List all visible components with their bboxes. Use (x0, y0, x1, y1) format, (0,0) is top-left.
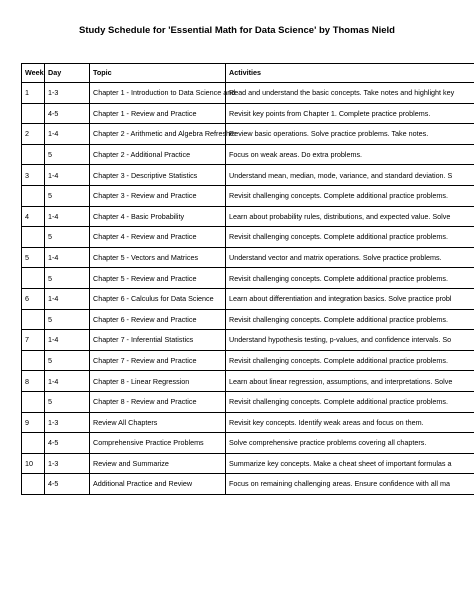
activity-cell (226, 206, 474, 227)
topic-cell-text: Chapter 1 - Introduction to Data Science and (93, 88, 236, 98)
topic-cell (90, 103, 226, 124)
topic-cell-text: Chapter 3 - Descriptive Statistics (93, 170, 198, 180)
week-cell (22, 144, 45, 165)
table-row (22, 247, 474, 268)
day-cell-text: 1-3 (48, 458, 59, 468)
table-row (22, 350, 474, 371)
activity-cell-text: Learn about differentiation and integration basics. Solve practice probl (229, 294, 452, 304)
week-cell (22, 247, 45, 268)
activity-cell-text: Learn about linear regression, assumptions, and interpretations. Solve (229, 376, 453, 386)
week-cell (22, 103, 45, 124)
activity-cell (226, 391, 474, 412)
activity-cell-text: Focus on weak areas. Do extra problems. (229, 149, 363, 159)
table-row (22, 103, 474, 124)
day-cell-text: 1-4 (48, 252, 59, 262)
topic-cell (90, 453, 226, 474)
table-row (22, 453, 474, 474)
day-cell (45, 453, 90, 474)
week-cell (22, 474, 45, 495)
week-cell (22, 227, 45, 248)
topic-cell (90, 227, 226, 248)
topic-cell (90, 83, 236, 104)
activity-cell (226, 227, 474, 248)
day-cell (45, 268, 90, 289)
day-cell (45, 433, 90, 454)
activity-cell-text: Revisit challenging concepts. Complete additional practice problems. (229, 397, 448, 407)
topic-cell (90, 474, 226, 495)
topic-cell (90, 391, 226, 412)
topic-cell-text: Additional Practice and Review (93, 479, 193, 489)
day-cell (45, 474, 90, 495)
day-cell-text: 4-5 (48, 438, 59, 448)
week-cell (22, 268, 45, 289)
activity-cell (226, 433, 474, 454)
activity-cell (226, 165, 474, 186)
activity-cell (226, 83, 474, 104)
activity-cell (226, 330, 474, 351)
day-cell (45, 350, 90, 371)
week-cell-text: 1 (25, 88, 29, 98)
activity-cell (226, 371, 474, 392)
day-cell-text: 1-3 (48, 88, 59, 98)
activity-cell-text: Understand hypothesis testing, p-values, and confidence intervals. So (229, 335, 452, 345)
week-cell-text: 6 (25, 294, 29, 304)
topic-cell-text: Chapter 8 - Linear Regression (93, 376, 190, 386)
day-cell-text: 5 (48, 191, 52, 201)
topic-cell-text: Chapter 1 - Review and Practice (93, 108, 197, 118)
topic-cell (90, 144, 226, 165)
week-cell-text: 4 (25, 211, 29, 221)
activity-cell-text: Review basic operations. Solve practice problems. Take notes. (229, 129, 429, 139)
table-row (22, 124, 474, 145)
day-cell (45, 124, 90, 145)
table-row (22, 391, 474, 412)
week-cell-text: 5 (25, 252, 29, 262)
day-cell-text: 4-5 (48, 108, 59, 118)
day-cell (45, 412, 90, 433)
day-cell (45, 288, 90, 309)
week-cell (22, 433, 45, 454)
activity-cell-text: Revisit key points from Chapter 1. Complete practice problems. (229, 108, 431, 118)
day-cell-text: 1-4 (48, 335, 59, 345)
table-row (22, 185, 474, 206)
topic-cell (90, 124, 237, 145)
column-header-day: Day (45, 64, 90, 83)
topic-cell-text: Chapter 6 - Review and Practice (93, 314, 197, 324)
activity-cell (226, 268, 474, 289)
table-row (22, 412, 474, 433)
table-row (22, 83, 474, 104)
topic-cell (90, 350, 226, 371)
activity-cell (226, 474, 474, 495)
column-header-week: Week (22, 64, 45, 83)
day-cell-text: 1-4 (48, 294, 59, 304)
table-row (22, 268, 474, 289)
activity-cell-text: Revisit challenging concepts. Complete additional practice problems. (229, 314, 448, 324)
week-cell (22, 185, 45, 206)
day-cell-text: 5 (48, 397, 52, 407)
day-cell-text: 5 (48, 314, 52, 324)
topic-cell-text: Chapter 8 - Review and Practice (93, 397, 197, 407)
activity-cell-text: Summarize key concepts. Make a cheat sheet of important formulas a (229, 458, 452, 468)
table-row (22, 165, 474, 186)
activity-cell-text: Revisit challenging concepts. Complete additional practice problems. (229, 273, 448, 283)
topic-cell-text: Chapter 4 - Basic Probability (93, 211, 185, 221)
week-cell (22, 206, 45, 227)
week-cell (22, 412, 45, 433)
week-cell (22, 309, 45, 330)
activity-cell-text: Read and understand the basic concepts. Take notes and highlight key (229, 88, 455, 98)
week-cell (22, 165, 45, 186)
week-cell (22, 453, 45, 474)
column-header-activities: Activities (226, 64, 474, 83)
day-cell (45, 330, 90, 351)
day-cell (45, 247, 90, 268)
table-row (22, 144, 474, 165)
topic-cell (90, 185, 226, 206)
day-cell (45, 371, 90, 392)
week-cell-text: 8 (25, 376, 29, 386)
column-header-topic: Topic (90, 64, 226, 83)
document-title: Study Schedule for 'Essential Math for Data Science' by Thomas Nield (79, 25, 395, 36)
day-cell (45, 185, 90, 206)
day-cell-text: 1-3 (48, 417, 59, 427)
day-cell-text: 5 (48, 273, 52, 283)
week-cell-text: 9 (25, 417, 29, 427)
table-row (22, 330, 474, 351)
week-cell-text: 7 (25, 335, 29, 345)
activity-cell (226, 247, 474, 268)
activity-cell-text: Focus on remaining challenging areas. Ensure confidence with all ma (229, 479, 450, 489)
activity-cell (226, 350, 474, 371)
activity-cell-text: Revisit key concepts. Identify weak areas and focus on them. (229, 417, 424, 427)
day-cell-text: 5 (48, 355, 52, 365)
topic-cell (90, 412, 226, 433)
activity-cell-text: Revisit challenging concepts. Complete additional practice problems. (229, 355, 448, 365)
activity-cell-text: Understand vector and matrix operations. Solve practice problems. (229, 252, 442, 262)
activity-cell (226, 124, 474, 145)
activity-cell-text: Learn about probability rules, distributions, and expected value. Solve (229, 211, 451, 221)
activity-cell-text: Revisit challenging concepts. Complete additional practice problems. (229, 232, 448, 242)
topic-cell-text: Chapter 3 - Review and Practice (93, 191, 197, 201)
day-cell (45, 144, 90, 165)
week-cell (22, 350, 45, 371)
topic-cell (90, 165, 226, 186)
activity-cell-text: Solve comprehensive practice problems covering all chapters. (229, 438, 427, 448)
day-cell-text: 5 (48, 232, 52, 242)
week-cell-text: 2 (25, 129, 29, 139)
topic-cell-text: Chapter 5 - Vectors and Matrices (93, 252, 199, 262)
activity-cell (226, 412, 474, 433)
topic-cell (90, 288, 226, 309)
day-cell-text: 1-4 (48, 211, 59, 221)
topic-cell (90, 247, 226, 268)
topic-cell-text: Chapter 5 - Review and Practice (93, 273, 197, 283)
topic-cell-text: Review All Chapters (93, 417, 158, 427)
activity-cell (226, 288, 474, 309)
table-row (22, 309, 474, 330)
table-header-row (22, 64, 474, 83)
table-row (22, 227, 474, 248)
week-cell (22, 330, 45, 351)
topic-cell (90, 371, 226, 392)
activity-cell (226, 144, 474, 165)
topic-cell-text: Comprehensive Practice Problems (93, 438, 204, 448)
topic-cell-text: Chapter 2 - Additional Practice (93, 149, 191, 159)
topic-cell-text: Review and Summarize (93, 458, 169, 468)
activity-cell-text: Understand mean, median, mode, variance, and standard deviation. S (229, 170, 453, 180)
week-cell (22, 288, 45, 309)
day-cell (45, 227, 90, 248)
day-cell-text: 4-5 (48, 479, 59, 489)
topic-cell-text: Chapter 2 - Arithmetic and Algebra Refresher (93, 129, 237, 139)
table-row (22, 433, 474, 454)
day-cell-text: 1-4 (48, 170, 59, 180)
day-cell-text: 5 (48, 149, 52, 159)
topic-cell (90, 206, 226, 227)
table-row (22, 288, 474, 309)
study-schedule-table (21, 63, 474, 495)
topic-cell (90, 433, 226, 454)
week-cell-text: 3 (25, 170, 29, 180)
day-cell (45, 165, 90, 186)
table-row (22, 206, 474, 227)
day-cell (45, 206, 90, 227)
topic-cell (90, 309, 226, 330)
day-cell (45, 309, 90, 330)
day-cell (45, 83, 90, 104)
topic-cell-text: Chapter 6 - Calculus for Data Science (93, 294, 214, 304)
day-cell-text: 1-4 (48, 376, 59, 386)
day-cell (45, 103, 90, 124)
activity-cell (226, 185, 474, 206)
day-cell (45, 391, 90, 412)
topic-cell (90, 330, 226, 351)
week-cell (22, 391, 45, 412)
week-cell (22, 371, 45, 392)
topic-cell-text: Chapter 4 - Review and Practice (93, 232, 197, 242)
activity-cell (226, 453, 474, 474)
table-body (22, 83, 474, 495)
week-cell-text: 10 (25, 458, 33, 468)
week-cell (22, 83, 45, 104)
activity-cell-text: Revisit challenging concepts. Complete additional practice problems. (229, 191, 448, 201)
topic-cell-text: Chapter 7 - Inferential Statistics (93, 335, 194, 345)
table-row (22, 474, 474, 495)
table-row (22, 371, 474, 392)
activity-cell (226, 103, 474, 124)
topic-cell (90, 268, 226, 289)
day-cell-text: 1-4 (48, 129, 59, 139)
activity-cell (226, 309, 474, 330)
topic-cell-text: Chapter 7 - Review and Practice (93, 355, 197, 365)
week-cell (22, 124, 45, 145)
